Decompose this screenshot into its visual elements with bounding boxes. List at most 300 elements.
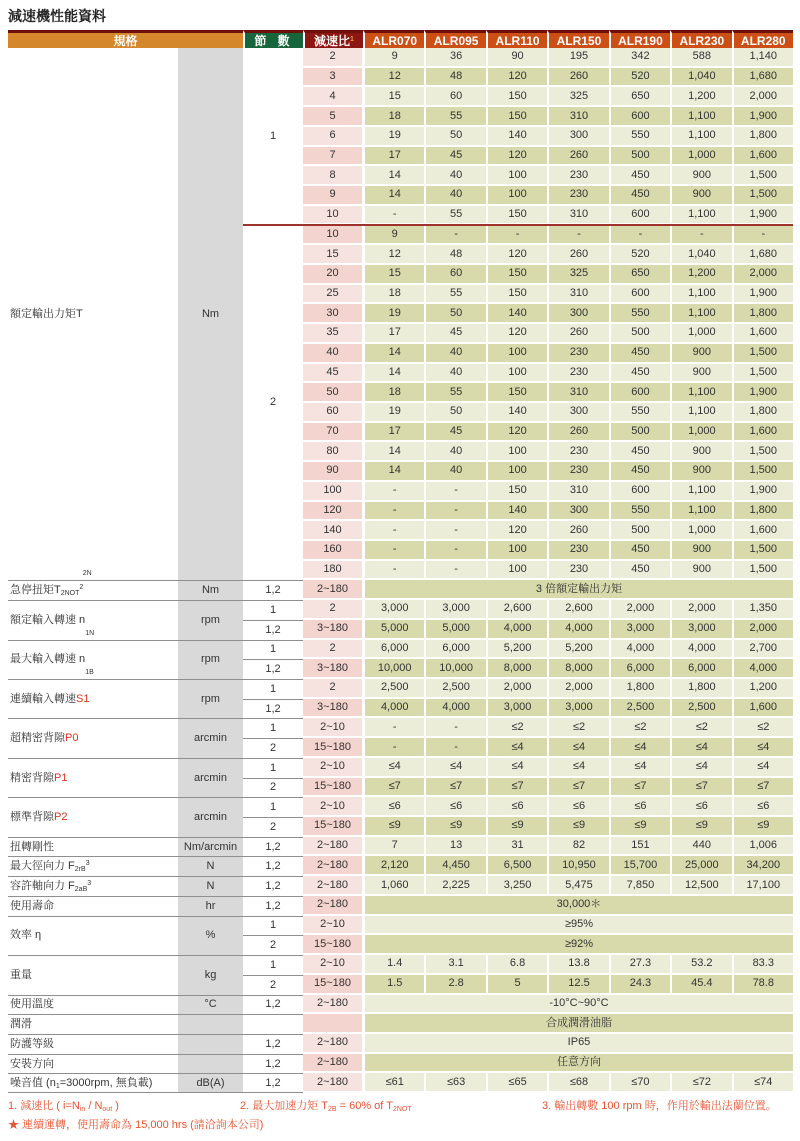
ratio-cell: 15~180 <box>303 778 363 798</box>
ratio-cell: 160 <box>303 541 363 561</box>
header-model-alr070: ALR070 <box>363 30 424 48</box>
data-cell: 900 <box>670 364 731 384</box>
data-cell: 2,000 <box>609 600 670 620</box>
data-cell: 195 <box>547 48 608 68</box>
data-cell: 140 <box>486 304 547 324</box>
data-cell: 260 <box>547 68 608 88</box>
data-cell: 55 <box>424 107 485 127</box>
data-cell: 900 <box>670 462 731 482</box>
data-cell: - <box>363 561 424 581</box>
data-cell: 588 <box>670 48 731 68</box>
data-cell: 55 <box>424 206 485 226</box>
data-cell: - <box>363 738 424 758</box>
data-cell: 120 <box>486 324 547 344</box>
data-cell: 900 <box>670 442 731 462</box>
ratio-cell: 2 <box>303 679 363 699</box>
data-cell: 1,600 <box>732 423 793 443</box>
data-cell: 17,100 <box>732 876 793 896</box>
ratio-cell: 6 <box>303 127 363 147</box>
data-cell: 9 <box>363 225 424 245</box>
data-cell: 550 <box>609 304 670 324</box>
data-cell: 230 <box>547 344 608 364</box>
data-cell: 19 <box>363 127 424 147</box>
span-cell: 3 倍額定輸出力矩 <box>363 580 793 600</box>
data-cell: 900 <box>670 541 731 561</box>
data-cell: ≤7 <box>609 778 670 798</box>
data-cell: ≤7 <box>547 778 608 798</box>
unit-cell: N <box>178 876 243 896</box>
data-cell: ≤70 <box>609 1073 670 1093</box>
data-cell: 1,200 <box>732 679 793 699</box>
data-cell: 14 <box>363 344 424 364</box>
page-title: 減速機性能資料 <box>8 8 106 24</box>
data-cell: 1,500 <box>732 442 793 462</box>
stage-cell: 1 <box>243 955 303 975</box>
data-cell: 5,000 <box>363 620 424 640</box>
data-cell: 150 <box>486 482 547 502</box>
data-cell: 150 <box>486 87 547 107</box>
data-cell: 1,350 <box>732 600 793 620</box>
unit-cell: Nm/arcmin <box>178 837 243 857</box>
data-cell: 13 <box>424 837 485 857</box>
data-cell: 310 <box>547 285 608 305</box>
data-cell: 230 <box>547 442 608 462</box>
spec-table <box>8 30 793 1093</box>
data-cell: 15,700 <box>609 856 670 876</box>
row-label: 安裝方向 <box>8 1054 178 1074</box>
data-cell: 150 <box>486 285 547 305</box>
data-cell: 500 <box>609 147 670 167</box>
data-cell: - <box>424 521 485 541</box>
data-cell: 18 <box>363 107 424 127</box>
stage-cell: 1 <box>243 48 303 225</box>
ratio-cell <box>303 1014 363 1034</box>
data-cell: 600 <box>609 285 670 305</box>
data-cell: 48 <box>424 68 485 88</box>
data-cell: 1,680 <box>732 245 793 265</box>
data-cell: 2,225 <box>424 876 485 896</box>
data-cell: 5 <box>486 975 547 995</box>
unit-cell <box>178 1034 243 1054</box>
data-cell: 1,100 <box>670 285 731 305</box>
data-cell: 1,800 <box>732 403 793 423</box>
ratio-cell: 120 <box>303 502 363 522</box>
data-cell: 300 <box>547 403 608 423</box>
footnote-3: 3. 輸出轉數 100 rpm 時，作用於輸出法蘭位置。 <box>542 1100 777 1113</box>
ratio-cell: 140 <box>303 521 363 541</box>
ratio-cell: 2~180 <box>303 580 363 600</box>
data-cell: 1,100 <box>670 403 731 423</box>
data-cell: 230 <box>547 561 608 581</box>
data-cell: 55 <box>424 285 485 305</box>
ratio-cell: 15~180 <box>303 738 363 758</box>
data-cell: 450 <box>609 364 670 384</box>
header-ratio: 減速比 1 <box>303 30 363 48</box>
unit-cell <box>178 1014 243 1034</box>
span-cell: ≥92% <box>363 935 793 955</box>
data-cell: 1,500 <box>732 344 793 364</box>
ratio-cell: 9 <box>303 186 363 206</box>
stage-cell <box>243 1014 303 1034</box>
data-cell: ≤4 <box>609 738 670 758</box>
data-cell: 40 <box>424 166 485 186</box>
data-cell: 48 <box>424 245 485 265</box>
ratio-cell: 3~180 <box>303 620 363 640</box>
data-cell: 12,500 <box>670 876 731 896</box>
data-cell: 1,040 <box>670 245 731 265</box>
data-cell: 2,500 <box>424 679 485 699</box>
data-cell: 140 <box>486 502 547 522</box>
data-cell: 450 <box>609 442 670 462</box>
data-cell: 120 <box>486 521 547 541</box>
ratio-cell: 2 <box>303 48 363 68</box>
data-cell: 1,900 <box>732 107 793 127</box>
data-cell: ≤9 <box>732 817 793 837</box>
ratio-cell: 2~10 <box>303 916 363 936</box>
data-cell: 1,600 <box>732 147 793 167</box>
ratio-cell: 10 <box>303 206 363 226</box>
data-cell: 325 <box>547 265 608 285</box>
data-cell: 14 <box>363 364 424 384</box>
data-cell: - <box>732 225 793 245</box>
data-cell: 3,000 <box>547 699 608 719</box>
data-cell: ≤65 <box>486 1073 547 1093</box>
data-cell: 1,000 <box>670 324 731 344</box>
ratio-cell: 20 <box>303 265 363 285</box>
data-cell: 1,500 <box>732 186 793 206</box>
data-cell: 450 <box>609 344 670 364</box>
data-cell: 1,500 <box>732 561 793 581</box>
data-cell: 19 <box>363 304 424 324</box>
data-cell: 6,000 <box>609 659 670 679</box>
data-cell: 45 <box>424 423 485 443</box>
data-cell: 230 <box>547 186 608 206</box>
data-cell: 1,800 <box>732 127 793 147</box>
data-cell: ≤6 <box>424 797 485 817</box>
data-cell: 1,100 <box>670 304 731 324</box>
data-cell: ≤7 <box>486 778 547 798</box>
data-cell: - <box>424 482 485 502</box>
data-cell: 1,600 <box>732 324 793 344</box>
data-cell: ≤2 <box>732 718 793 738</box>
data-cell: 300 <box>547 502 608 522</box>
data-cell: 34,200 <box>732 856 793 876</box>
data-cell: ≤4 <box>670 738 731 758</box>
data-cell: ≤4 <box>609 758 670 778</box>
data-cell: 520 <box>609 68 670 88</box>
row-label: 使用壽命 <box>8 896 178 916</box>
data-cell: 300 <box>547 304 608 324</box>
stage-cell: 1,2 <box>243 1073 303 1093</box>
ratio-cell: 2~180 <box>303 1073 363 1093</box>
ratio-cell: 10 <box>303 225 363 245</box>
header-stages: 節 數 <box>243 30 303 48</box>
data-cell: 14 <box>363 186 424 206</box>
data-cell: 260 <box>547 245 608 265</box>
data-cell: 45 <box>424 147 485 167</box>
ratio-cell: 15 <box>303 245 363 265</box>
data-cell: - <box>363 206 424 226</box>
data-cell: 14 <box>363 442 424 462</box>
header-model-alr095: ALR095 <box>424 30 485 48</box>
data-cell: 15 <box>363 87 424 107</box>
data-cell: ≤4 <box>547 758 608 778</box>
data-cell: 1,100 <box>670 482 731 502</box>
data-cell: 3,250 <box>486 876 547 896</box>
data-cell: - <box>547 225 608 245</box>
data-cell: 260 <box>547 147 608 167</box>
stage-section-divider <box>243 224 793 226</box>
table-bottom-line <box>8 1092 303 1093</box>
data-cell: ≤2 <box>547 718 608 738</box>
stage-cell: 1,2 <box>243 1034 303 1054</box>
unit-cell <box>178 1054 243 1074</box>
stage-cell: 1,2 <box>243 995 303 1015</box>
data-cell: ≤63 <box>424 1073 485 1093</box>
data-cell: 650 <box>609 265 670 285</box>
unit-cell: rpm <box>178 600 243 639</box>
stage-cell: 1 <box>243 679 303 699</box>
data-cell: 3,000 <box>609 620 670 640</box>
header-model-alr110: ALR110 <box>486 30 547 48</box>
span-cell: 30,000＊ <box>363 896 793 916</box>
unit-cell: °C <box>178 995 243 1015</box>
unit-cell: rpm <box>178 679 243 718</box>
data-cell: 500 <box>609 521 670 541</box>
unit-cell: rpm <box>178 640 243 679</box>
data-cell: 900 <box>670 186 731 206</box>
data-cell: 10,000 <box>424 659 485 679</box>
ratio-cell: 40 <box>303 344 363 364</box>
footnotes <box>8 1098 792 1133</box>
data-cell: 15 <box>363 265 424 285</box>
data-cell: 450 <box>609 541 670 561</box>
data-cell: 900 <box>670 561 731 581</box>
data-cell: - <box>363 718 424 738</box>
data-cell: 31 <box>486 837 547 857</box>
data-cell: 5,475 <box>547 876 608 896</box>
stage-cell: 2 <box>243 817 303 837</box>
data-cell: 6,500 <box>486 856 547 876</box>
data-cell: 13.8 <box>547 955 608 975</box>
data-cell: 310 <box>547 206 608 226</box>
data-cell: ≤2 <box>609 718 670 738</box>
data-cell: 24.3 <box>609 975 670 995</box>
stage-cell: 1,2 <box>243 896 303 916</box>
data-cell: - <box>424 541 485 561</box>
span-cell: 合成潤滑油脂 <box>363 1014 793 1034</box>
data-cell: ≤2 <box>486 718 547 738</box>
data-cell: 1,900 <box>732 206 793 226</box>
data-cell: 1,100 <box>670 107 731 127</box>
row-label: 重量 <box>8 955 178 994</box>
row-label: 標準背隙 P2 <box>8 797 178 836</box>
header-spec: 規格 <box>8 30 243 48</box>
stage-cell: 1 <box>243 600 303 620</box>
data-cell: 60 <box>424 265 485 285</box>
data-cell: 550 <box>609 403 670 423</box>
data-cell: 500 <box>609 324 670 344</box>
data-cell: 55 <box>424 383 485 403</box>
row-label: 精密背隙 P1 <box>8 758 178 797</box>
data-cell: 150 <box>486 265 547 285</box>
ratio-cell: 2~10 <box>303 718 363 738</box>
data-cell: 6,000 <box>424 640 485 660</box>
data-cell: 50 <box>424 127 485 147</box>
data-cell: 90 <box>486 48 547 68</box>
ratio-cell: 35 <box>303 324 363 344</box>
unit-cell: arcmin <box>178 718 243 757</box>
data-cell: 4,000 <box>732 659 793 679</box>
ratio-cell: 3~180 <box>303 699 363 719</box>
data-cell: 14 <box>363 166 424 186</box>
unit-cell: Nm <box>178 48 243 580</box>
data-cell: 1,000 <box>670 147 731 167</box>
data-cell: 1,600 <box>732 699 793 719</box>
data-cell: 78.8 <box>732 975 793 995</box>
footnote-1: 1. 減速比 ( $i=N_{in} / N_{out}$ ) <box>8 1100 119 1114</box>
header-model-alr280: ALR280 <box>732 30 793 48</box>
data-cell: 7,850 <box>609 876 670 896</box>
data-cell: 4,000 <box>609 640 670 660</box>
data-cell: 4,000 <box>486 620 547 640</box>
data-cell: ≤74 <box>732 1073 793 1093</box>
ratio-cell: 45 <box>303 364 363 384</box>
data-cell: 1,800 <box>732 304 793 324</box>
row-label: 噪音值 (n 1 =3000rpm, 無負載) <box>8 1073 178 1093</box>
data-cell: 9 <box>363 48 424 68</box>
stage-cell: 1 <box>243 718 303 738</box>
data-cell: 4,450 <box>424 856 485 876</box>
ratio-cell: 180 <box>303 561 363 581</box>
stage-cell: 2 <box>243 738 303 758</box>
ratio-cell: 5 <box>303 107 363 127</box>
ratio-cell: 100 <box>303 482 363 502</box>
data-cell: 10,000 <box>363 659 424 679</box>
data-cell: 27.3 <box>609 955 670 975</box>
unit-cell: arcmin <box>178 797 243 836</box>
stage-cell: 2 <box>243 225 303 580</box>
row-label: 最大徑向力 F 2rB $^3$ <box>8 856 178 876</box>
data-cell: 1,000 <box>670 521 731 541</box>
data-cell: 2,500 <box>670 699 731 719</box>
data-cell: ≤7 <box>670 778 731 798</box>
stage-cell: 1 <box>243 916 303 936</box>
data-cell: 40 <box>424 462 485 482</box>
footnote-2: 2. 最大加速力矩 $T_{2B} = 60\%$ of $T_{2NOT}$ <box>240 1100 412 1114</box>
data-cell: ≤4 <box>424 758 485 778</box>
data-cell: 8,000 <box>547 659 608 679</box>
data-cell: 2.8 <box>424 975 485 995</box>
data-cell: ≤6 <box>486 797 547 817</box>
data-cell: ≤6 <box>670 797 731 817</box>
header-model-alr190: ALR190 <box>609 30 670 48</box>
data-cell: 500 <box>609 423 670 443</box>
data-cell: ≤9 <box>486 817 547 837</box>
stage-cell: 1,2 <box>243 837 303 857</box>
data-cell: ≤9 <box>363 817 424 837</box>
data-cell: 900 <box>670 166 731 186</box>
data-cell: 230 <box>547 364 608 384</box>
data-cell: - <box>486 225 547 245</box>
data-cell: 45.4 <box>670 975 731 995</box>
data-cell: 1,800 <box>732 502 793 522</box>
data-cell: - <box>363 521 424 541</box>
data-cell: 2,700 <box>732 640 793 660</box>
row-label-rated-output-torque: 額定輸出力矩T 2N <box>10 307 92 578</box>
data-cell: 1.5 <box>363 975 424 995</box>
data-cell: 1,800 <box>609 679 670 699</box>
data-cell: ≤4 <box>670 758 731 778</box>
ratio-cell: 8 <box>303 166 363 186</box>
data-cell: - <box>424 561 485 581</box>
data-cell: 310 <box>547 482 608 502</box>
data-cell: 300 <box>547 127 608 147</box>
data-cell: 310 <box>547 107 608 127</box>
data-cell: 600 <box>609 383 670 403</box>
row-label: 急停扭矩T 2NOT $^2$ <box>8 580 178 600</box>
data-cell: 1,900 <box>732 383 793 403</box>
data-cell: ≤61 <box>363 1073 424 1093</box>
data-cell: 1,500 <box>732 541 793 561</box>
data-cell: 120 <box>486 68 547 88</box>
data-cell: 1,100 <box>670 502 731 522</box>
span-cell: 任意方向 <box>363 1054 793 1074</box>
ratio-cell: 3 <box>303 68 363 88</box>
data-cell: 2,120 <box>363 856 424 876</box>
data-cell: 100 <box>486 186 547 206</box>
data-cell: 1,100 <box>670 206 731 226</box>
data-cell: 4,000 <box>670 640 731 660</box>
ratio-cell: 2~180 <box>303 1054 363 1074</box>
row-label: 使用溫度 <box>8 995 178 1015</box>
data-cell: 1,800 <box>670 679 731 699</box>
data-cell: 310 <box>547 383 608 403</box>
data-cell: 450 <box>609 462 670 482</box>
ratio-cell: 15~180 <box>303 935 363 955</box>
unit-cell: arcmin <box>178 758 243 797</box>
row-label: 超精密背隙 P0 <box>8 718 178 757</box>
data-cell: 260 <box>547 423 608 443</box>
data-cell: - <box>424 738 485 758</box>
span-cell: -10°C~90°C <box>363 995 793 1015</box>
data-cell: 8,000 <box>486 659 547 679</box>
data-cell: 1,500 <box>732 166 793 186</box>
stage-cell: 2 <box>243 975 303 995</box>
data-cell: 325 <box>547 87 608 107</box>
data-cell: - <box>424 718 485 738</box>
stage-cell: 2 <box>243 778 303 798</box>
data-cell: 151 <box>609 837 670 857</box>
data-cell: ≤7 <box>732 778 793 798</box>
data-cell: 100 <box>486 442 547 462</box>
data-cell: 260 <box>547 521 608 541</box>
data-cell: 3,000 <box>363 600 424 620</box>
ratio-cell: 2~180 <box>303 856 363 876</box>
data-cell: 1,900 <box>732 482 793 502</box>
data-cell: 440 <box>670 837 731 857</box>
data-cell: ≤2 <box>670 718 731 738</box>
data-cell: 1,200 <box>670 87 731 107</box>
data-cell: 17 <box>363 423 424 443</box>
data-cell: 40 <box>424 344 485 364</box>
data-cell: - <box>609 225 670 245</box>
data-cell: - <box>363 502 424 522</box>
data-cell: - <box>670 225 731 245</box>
stage-cell: 1,2 <box>243 856 303 876</box>
data-cell: 600 <box>609 206 670 226</box>
data-cell: ≤6 <box>609 797 670 817</box>
